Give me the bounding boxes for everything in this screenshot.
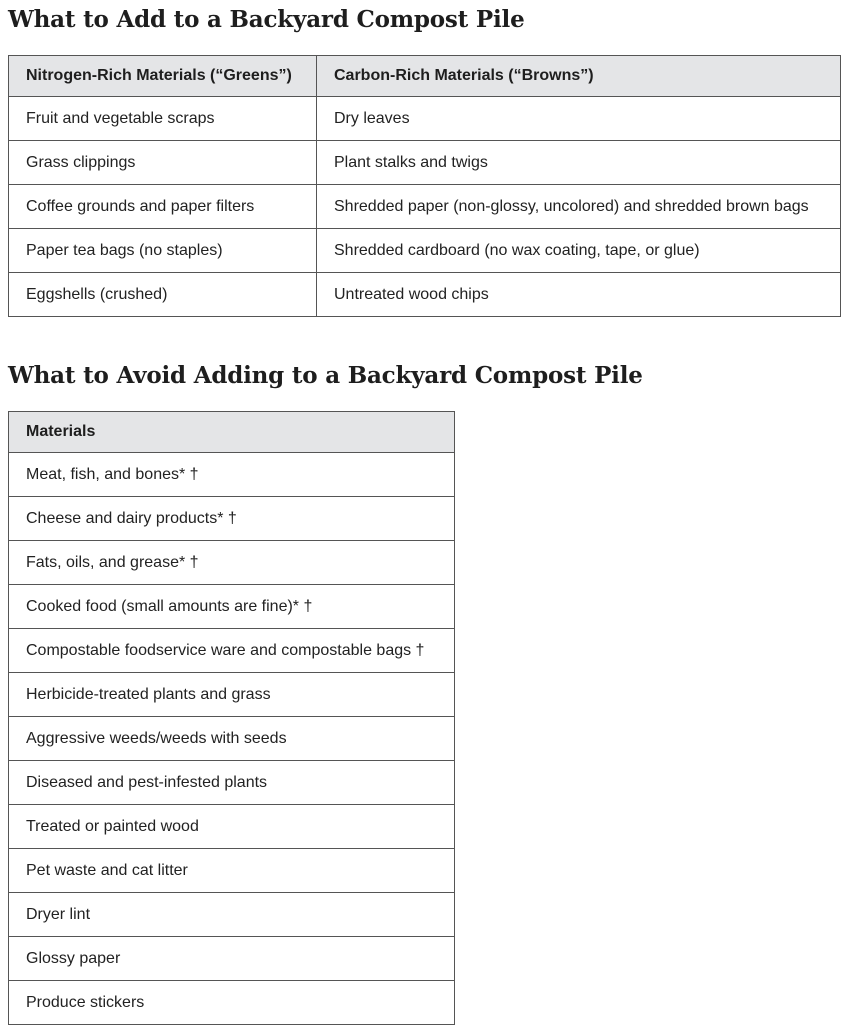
table-row bbox=[9, 453, 455, 497]
table-row bbox=[9, 717, 455, 761]
table-cell-material: Produce stickers bbox=[9, 981, 455, 1025]
avoid-section-title: What to Avoid Adding to a Backyard Compost Pile bbox=[8, 362, 643, 389]
table-row bbox=[9, 893, 455, 937]
table-row bbox=[9, 673, 455, 717]
table-cell-material: Meat, fish, and bones* † bbox=[9, 453, 455, 497]
table-row bbox=[9, 585, 455, 629]
table-row bbox=[9, 981, 455, 1025]
table-cell-green: Paper tea bags (no staples) bbox=[9, 229, 317, 273]
table-row bbox=[9, 229, 841, 273]
column-header-materials: Materials bbox=[9, 412, 455, 453]
table-row bbox=[9, 937, 455, 981]
table-header-row bbox=[9, 412, 455, 453]
table-row bbox=[9, 541, 455, 585]
table-row bbox=[9, 849, 455, 893]
table-row bbox=[9, 185, 841, 229]
table-cell-material: Cooked food (small amounts are fine)* † bbox=[9, 585, 455, 629]
add-materials-table bbox=[8, 55, 841, 317]
table-cell-material: Pet waste and cat litter bbox=[9, 849, 455, 893]
column-header-browns: Carbon-Rich Materials (“Browns”) bbox=[317, 56, 841, 97]
table-cell-green: Grass clippings bbox=[9, 141, 317, 185]
table-row bbox=[9, 805, 455, 849]
avoid-materials-table bbox=[8, 411, 455, 1025]
table-cell-brown: Dry leaves bbox=[317, 97, 841, 141]
table-row bbox=[9, 273, 841, 317]
table-cell-material: Compostable foodservice ware and compostable bags † bbox=[9, 629, 455, 673]
table-cell-material: Dryer lint bbox=[9, 893, 455, 937]
table-row bbox=[9, 497, 455, 541]
table-cell-brown: Shredded paper (non-glossy, uncolored) and shredded brown bags bbox=[317, 185, 841, 229]
table-cell-material: Fats, oils, and grease* † bbox=[9, 541, 455, 585]
table-cell-brown: Plant stalks and twigs bbox=[317, 141, 841, 185]
table-row bbox=[9, 761, 455, 805]
table-row bbox=[9, 141, 841, 185]
table-cell-green: Coffee grounds and paper filters bbox=[9, 185, 317, 229]
table-row bbox=[9, 629, 455, 673]
table-cell-material: Herbicide-treated plants and grass bbox=[9, 673, 455, 717]
add-section-title: What to Add to a Backyard Compost Pile bbox=[8, 6, 525, 33]
table-cell-material: Aggressive weeds/weeds with seeds bbox=[9, 717, 455, 761]
table-row bbox=[9, 97, 841, 141]
table-header-row bbox=[9, 56, 841, 97]
table-cell-brown: Shredded cardboard (no wax coating, tape, or glue) bbox=[317, 229, 841, 273]
table-cell-material: Cheese and dairy products* † bbox=[9, 497, 455, 541]
column-header-greens: Nitrogen-Rich Materials (“Greens”) bbox=[9, 56, 317, 97]
table-cell-green: Eggshells (crushed) bbox=[9, 273, 317, 317]
table-cell-material: Diseased and pest-infested plants bbox=[9, 761, 455, 805]
table-cell-green: Fruit and vegetable scraps bbox=[9, 97, 317, 141]
table-cell-material: Treated or painted wood bbox=[9, 805, 455, 849]
table-cell-material: Glossy paper bbox=[9, 937, 455, 981]
table-cell-brown: Untreated wood chips bbox=[317, 273, 841, 317]
